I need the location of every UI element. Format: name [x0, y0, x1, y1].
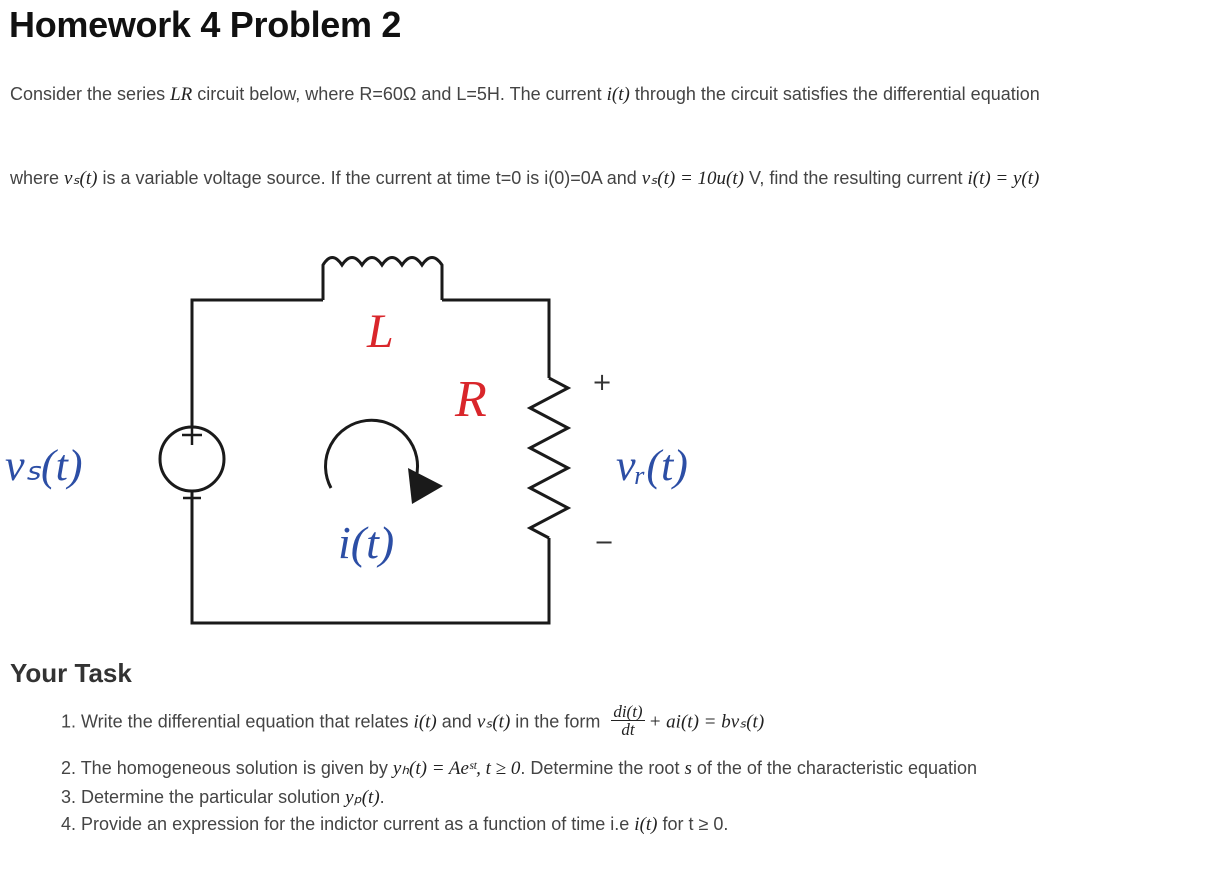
current-arrowhead: [408, 468, 443, 504]
fraction-denominator: dt: [621, 720, 635, 739]
source-paragraph: [10, 167, 1039, 190]
resistor-plus-sign: +: [592, 368, 613, 396]
circuit-wires: [160, 258, 568, 624]
source-voltage-label: vₛ(t): [5, 441, 83, 490]
intro-text-1: Consider the series: [10, 84, 171, 104]
derivative-fraction: [611, 703, 644, 738]
intro-text-3: through the circuit satisfies the differential equation: [629, 84, 1040, 104]
current-arrow: [326, 420, 418, 488]
resistor-voltage-label: vᵣ(t): [616, 441, 688, 490]
task2-text-1: 2. The homogeneous solution is given by: [61, 758, 393, 778]
wire-top-left: [192, 300, 323, 427]
task1-text-1: 1. Write the differential equation that relates: [61, 711, 414, 732]
task2-text-3: of the of the characteristic equation: [691, 758, 978, 778]
task4-math-i: i(t): [634, 814, 658, 835]
resistor-minus-sign: −: [594, 528, 615, 556]
task-item-3: [61, 786, 385, 809]
task1-math-vs: vₛ(t): [476, 711, 511, 733]
task1-math-i: i(t): [413, 711, 437, 733]
task3-text-1: 3. Determine the particular solution: [61, 787, 346, 807]
task-heading: Your Task: [10, 658, 132, 688]
task-item-2: [61, 757, 977, 780]
task4-text-1: 4. Provide an expression for the indictor current as a function of time i.e: [61, 814, 635, 834]
math-lr: LR: [170, 84, 193, 105]
task2-text-2: . Determine the root: [520, 758, 685, 778]
inductor-label: L: [367, 305, 394, 358]
task3-math-yp: yₚ(t): [345, 787, 380, 808]
current-label: i(t): [338, 517, 395, 568]
task2-math-s: s: [684, 758, 692, 779]
source-text-3: V, find the resulting current: [744, 168, 968, 188]
intro-paragraph: [10, 84, 1040, 106]
math-vs: vₛ(t): [64, 168, 98, 189]
task1-math-form: + ai(t) = bvₛ(t): [648, 711, 765, 733]
inductor: [323, 258, 442, 301]
intro-text-2: circuit below, where R=60Ω and L=5H. The current: [192, 84, 607, 104]
lr-circuit-diagram: [0, 230, 760, 640]
math-vs-eq: vₛ(t) = 10u(t): [641, 168, 744, 189]
source-text-2: is a variable voltage source. If the current at time t=0 is i(0)=0A and: [97, 168, 642, 188]
wire-top-right: [442, 300, 549, 378]
task1-text-2: and: [436, 711, 477, 732]
math-i-eq-y: i(t) = y(t): [967, 168, 1040, 189]
page-title: Homework 4 Problem 2: [9, 4, 402, 45]
task4-text-2: for t ≥ 0.: [657, 814, 729, 834]
resistor-label: R: [455, 371, 487, 428]
source-polarity: [182, 425, 202, 498]
resistor: [530, 378, 568, 538]
task1-text-3: in the form: [510, 711, 606, 732]
task2-math-homog: yₕ(t) = Aeˢᵗ, t ≥ 0: [392, 758, 521, 779]
fraction-numerator: di(t): [613, 702, 643, 721]
task-item-4: [61, 814, 728, 836]
source-text-1: where: [10, 168, 65, 188]
task-item-1: [61, 702, 765, 740]
math-current: i(t): [606, 84, 630, 105]
task3-text-2: .: [379, 787, 385, 807]
